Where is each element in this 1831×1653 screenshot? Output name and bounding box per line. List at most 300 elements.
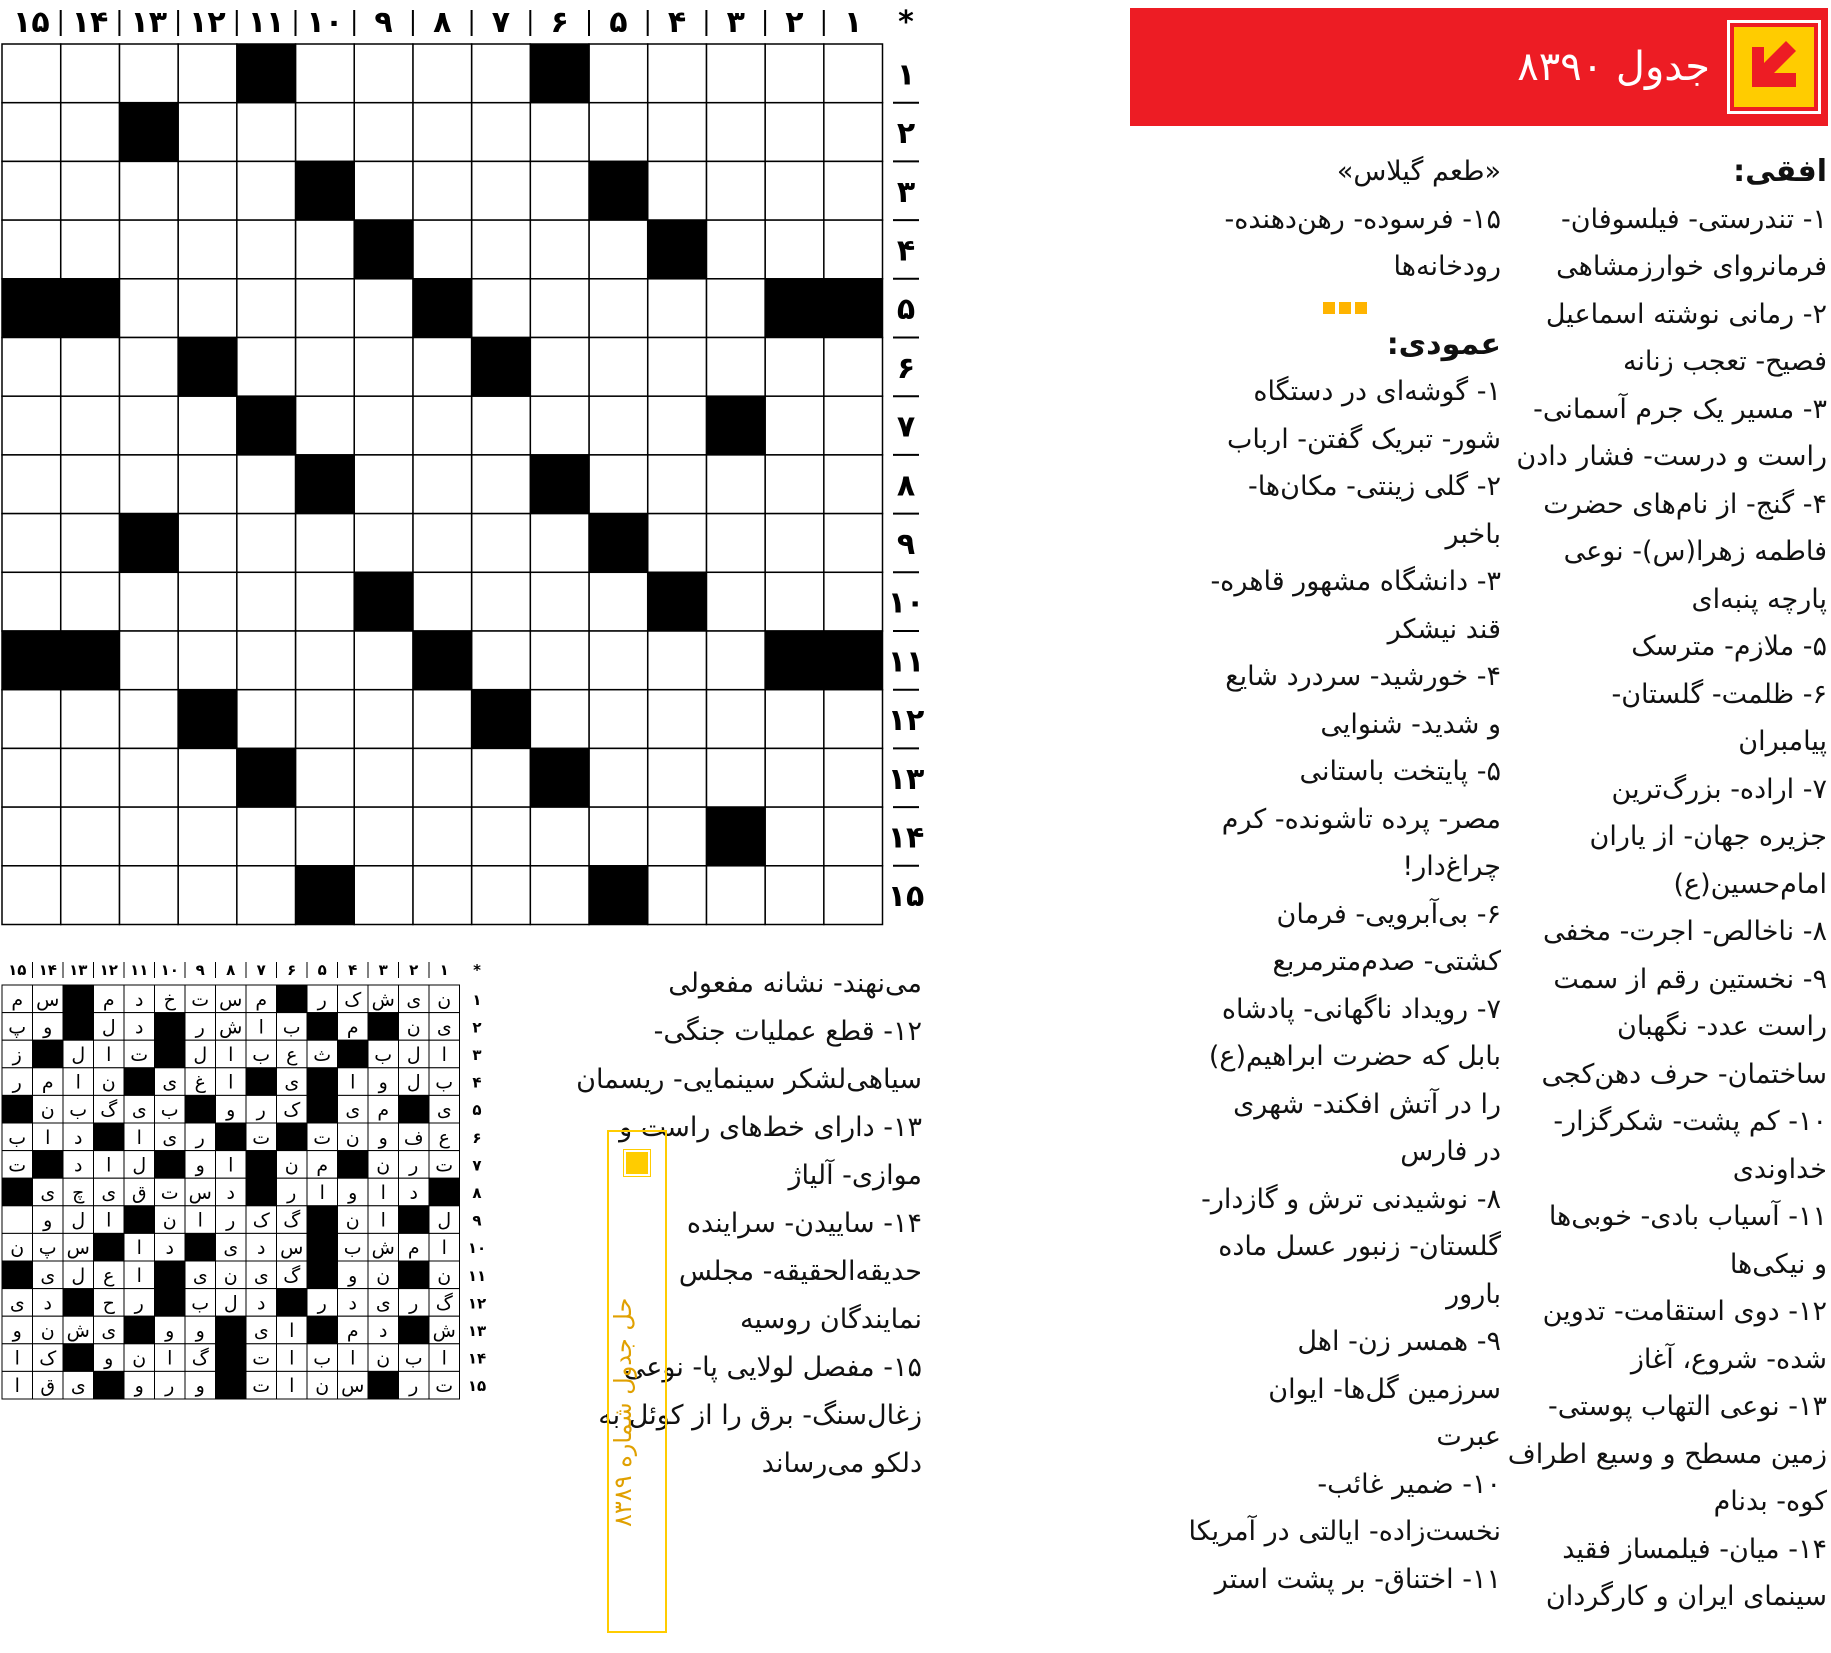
grid-cell[interactable] [61,338,120,397]
grid-cell[interactable] [61,44,120,103]
solution-column-number: ۳ [378,961,388,979]
row-number: ۱۳ [887,761,925,797]
grid-cell[interactable] [119,338,178,397]
grid-cell[interactable] [178,807,237,866]
grid-cell[interactable] [237,514,296,573]
solution-letter: د [348,1292,357,1315]
grid-cell[interactable] [530,103,589,162]
solution-letter: ا [136,1126,142,1149]
solution-letter: ی [436,1016,452,1039]
grid-cell[interactable] [119,690,178,749]
grid-cell[interactable] [824,396,883,455]
grid-cell[interactable] [824,161,883,220]
solution-letter: خ [163,988,176,1011]
solution-letter: د [135,988,144,1011]
grid-cell[interactable] [237,572,296,631]
solution-letter: س [280,1237,304,1260]
grid-cell[interactable] [61,572,120,631]
grid-cell[interactable] [413,220,472,279]
solution-black-cell [124,1068,155,1096]
grid-cell[interactable] [648,690,707,749]
across-clue-line: ۸- ناخالص- اجرت- مخفی [1542,916,1827,947]
grid-cell[interactable] [296,338,355,397]
grid-cell[interactable] [648,279,707,338]
grid-cell[interactable] [530,807,589,866]
grid-cell[interactable] [765,748,824,807]
grid-cell[interactable] [472,396,531,455]
grid-cell[interactable] [413,866,472,925]
grid-cell[interactable] [296,220,355,279]
grid-cell[interactable] [413,748,472,807]
grid-cell[interactable] [765,455,824,514]
grid-cell[interactable] [530,338,589,397]
solution-letter: ق [40,1375,56,1398]
column-number: ۱۵ [13,5,50,40]
column-number: ۸ [433,5,452,40]
grid-cell[interactable] [413,514,472,573]
clue-line: ۱۵- فرسوده- رهن‌دهنده- [1224,203,1501,235]
grid-cell[interactable] [530,279,589,338]
across-clue-line: ۹- نخستین رقم از سمت [1553,963,1827,995]
grid-cell[interactable] [648,748,707,807]
grid-cell[interactable] [237,866,296,925]
grid-cell[interactable] [61,866,120,925]
solution-letter: ی [345,1099,361,1122]
solution-letter: ق [131,1182,147,1204]
grid-cell[interactable] [354,44,413,103]
solution-letter: ی [101,1320,117,1342]
across-clue-line: امام‌حسین(ع) [1673,868,1827,900]
solution-column-number: ۴ [348,961,358,979]
grid-cell[interactable] [237,455,296,514]
grid-cell[interactable] [61,396,120,455]
grid-cell[interactable] [2,44,61,103]
grid-cell[interactable] [119,44,178,103]
black-cell [765,279,824,338]
grid-cell[interactable] [296,690,355,749]
grid-cell[interactable] [824,455,883,514]
solution-letter: س [219,988,243,1011]
grid-cell[interactable] [706,338,765,397]
grid-cell[interactable] [648,396,707,455]
grid-cell[interactable] [354,748,413,807]
grid-cell[interactable] [706,161,765,220]
grid-cell[interactable] [296,396,355,455]
grid-cell[interactable] [648,338,707,397]
grid-cell[interactable] [706,279,765,338]
grid-cell[interactable] [296,279,355,338]
grid-cell[interactable] [706,866,765,925]
grid-cell[interactable] [296,103,355,162]
solution-letter: ی [70,1375,86,1398]
black-cell [296,161,355,220]
grid-cell[interactable] [648,866,707,925]
grid-cell[interactable] [765,690,824,749]
solution-letter: ی [9,1292,25,1315]
solution-letter: ر [409,1292,419,1315]
grid-cell[interactable] [765,161,824,220]
solution-letter: و [43,1209,53,1232]
grid-cell[interactable] [530,631,589,690]
solution-letter: ث [313,1044,332,1066]
solution-letter: گ [283,1209,301,1232]
grid-cell[interactable] [119,807,178,866]
solution-letter: گ [435,1292,453,1315]
solution-letter: ی [40,1182,56,1204]
grid-cell[interactable] [765,44,824,103]
grid-cell[interactable] [824,866,883,925]
grid-cell[interactable] [413,690,472,749]
grid-cell[interactable] [61,514,120,573]
row-number: ۲ [896,116,916,152]
grid-cell[interactable] [765,103,824,162]
grid-cell[interactable] [472,103,531,162]
grid-cell[interactable] [296,44,355,103]
grid-cell[interactable] [413,807,472,866]
grid-cell[interactable] [237,690,296,749]
solution-letter: ا [350,1071,356,1094]
grid-cell[interactable] [648,161,707,220]
solution-black-cell [155,1151,186,1179]
grid-cell[interactable] [413,161,472,220]
grid-cell[interactable] [61,807,120,866]
grid-cell[interactable] [119,455,178,514]
down-clue-line: مصر- پرده تاشونده- کرم [1221,803,1501,835]
grid-cell[interactable] [61,161,120,220]
solution-letter: ر [195,1126,205,1149]
solution-black-cell [124,1316,155,1344]
grid-cell[interactable] [824,807,883,866]
grid-cell[interactable] [178,279,237,338]
grid-cell[interactable] [2,455,61,514]
grid-cell[interactable] [178,866,237,925]
solution-letter: ا [350,1347,356,1370]
grid-cell[interactable] [61,748,120,807]
grid-cell[interactable] [589,690,648,749]
black-cell [61,279,120,338]
solution-black-cell [246,1151,277,1179]
grid-cell[interactable] [413,44,472,103]
grid-cell[interactable] [237,338,296,397]
grid-cell[interactable] [706,103,765,162]
grid-cell[interactable] [824,220,883,279]
grid-cell[interactable] [472,748,531,807]
grid-cell[interactable] [296,514,355,573]
grid-cell[interactable] [765,396,824,455]
solution-black-cell [216,1123,247,1151]
grid-cell[interactable] [824,44,883,103]
grid-cell[interactable] [765,572,824,631]
grid-cell[interactable] [354,866,413,925]
grid-cell[interactable] [119,279,178,338]
clue-line: «طعم گیلاس» [1336,156,1501,187]
grid-cell[interactable] [530,572,589,631]
solution-letter: ن [315,1375,330,1398]
grid-cell[interactable] [237,220,296,279]
grid-cell[interactable] [824,572,883,631]
grid-cell[interactable] [648,807,707,866]
solution-black-cell [94,1233,125,1261]
solution-letter: ر [409,1375,419,1398]
grid-cell[interactable] [413,103,472,162]
grid-cell[interactable] [589,807,648,866]
solution-letter: ن [376,1347,391,1370]
grid-cell[interactable] [2,396,61,455]
grid-cell[interactable] [589,220,648,279]
grid-cell[interactable] [706,748,765,807]
grid-cell[interactable] [648,631,707,690]
grid-cell[interactable] [765,220,824,279]
grid-cell[interactable] [589,338,648,397]
grid-cell[interactable] [2,748,61,807]
grid-cell[interactable] [2,338,61,397]
grid-cell[interactable] [413,455,472,514]
grid-cell[interactable] [530,514,589,573]
grid-cell[interactable] [472,807,531,866]
grid-cell[interactable] [824,338,883,397]
grid-cell[interactable] [178,44,237,103]
grid-cell[interactable] [119,396,178,455]
grid-cell[interactable] [178,572,237,631]
solution-letter: ا [197,1209,203,1232]
grid-cell[interactable] [706,690,765,749]
grid-cell[interactable] [472,455,531,514]
across-clue-line: ۷- اراده- بزرگ‌ترین [1611,773,1827,805]
grid-cell[interactable] [2,161,61,220]
grid-cell[interactable] [296,631,355,690]
solution-letter: ر [317,1292,327,1315]
grid-cell[interactable] [2,514,61,573]
black-cell [824,279,883,338]
grid-cell[interactable] [237,279,296,338]
grid-cell[interactable] [354,161,413,220]
grid-cell[interactable] [706,631,765,690]
grid-cell[interactable] [296,748,355,807]
solution-letter: ب [191,1292,210,1315]
grid-cell[interactable] [2,807,61,866]
grid-cell[interactable] [354,103,413,162]
grid-cell[interactable] [237,161,296,220]
grid-cell[interactable] [472,866,531,925]
grid-cell[interactable] [824,748,883,807]
solution-letter: و [348,1264,358,1287]
grid-cell[interactable] [824,514,883,573]
grid-cell[interactable] [237,103,296,162]
down-clue-line: ۵- پایتخت باستانی [1299,756,1501,787]
grid-cell[interactable] [530,396,589,455]
black-cell [413,279,472,338]
solution-letter: د [257,1237,266,1260]
solution-black-cell [216,1316,247,1344]
row-number: ۴ [896,233,916,269]
solution-letter: ی [40,1264,56,1287]
down-clue-line: عبرت [1436,1421,1501,1452]
solution-letter: ا [380,1209,386,1232]
grid-cell[interactable] [354,807,413,866]
grid-cell[interactable] [2,866,61,925]
grid-cell[interactable] [530,220,589,279]
black-cell [2,631,61,690]
grid-cell[interactable] [61,220,120,279]
solution-letter: د [226,1182,235,1204]
grid-cell[interactable] [472,44,531,103]
grid-cell[interactable] [472,631,531,690]
across-clue-line: فصیح- تعجب زنانه [1622,346,1827,377]
grid-cell[interactable] [119,572,178,631]
across-clue-line: ۱- تندرستی- فیلسوفان- [1560,203,1827,235]
grid-cell[interactable] [296,807,355,866]
grid-cell[interactable] [472,161,531,220]
grid-cell[interactable] [354,631,413,690]
grid-cell[interactable] [413,338,472,397]
solution-letter: ا [106,1154,112,1177]
solution-letter: ن [376,1154,391,1177]
grid-cell[interactable] [765,866,824,925]
solution-black-cell [94,1123,125,1151]
solution-black-cell [307,1013,338,1041]
grid-cell[interactable] [589,455,648,514]
grid-cell[interactable] [648,455,707,514]
grid-cell[interactable] [354,396,413,455]
solution-letter: ت [435,1154,454,1177]
grid-cell[interactable] [178,514,237,573]
grid-cell[interactable] [354,455,413,514]
grid-cell[interactable] [178,396,237,455]
grid-cell[interactable] [119,161,178,220]
grid-cell[interactable] [61,455,120,514]
grid-cell[interactable] [472,279,531,338]
solution-letter: ن [40,1320,55,1342]
solution-letter: ی [436,1099,452,1122]
solution-letter: د [257,1292,266,1315]
solution-black-cell [399,1316,430,1344]
puzzle-header-banner [1130,8,1828,126]
grid-cell[interactable] [530,161,589,220]
solution-letter: ر [409,1154,419,1177]
grid-cell[interactable] [472,514,531,573]
grid-cell[interactable] [119,631,178,690]
grid-cell[interactable] [706,44,765,103]
solution-row-number: ۲ [472,1018,482,1037]
grid-cell[interactable] [589,572,648,631]
grid-cell[interactable] [589,279,648,338]
grid-cell[interactable] [824,103,883,162]
solution-letter: م [346,1016,359,1039]
grid-cell[interactable] [2,572,61,631]
solution-letter: گ [191,1347,209,1370]
solution-row-number: ۴ [472,1073,482,1092]
grid-cell[interactable] [706,572,765,631]
grid-cell[interactable] [589,396,648,455]
across-clue-line: ۲- رمانی نوشته اسماعیل [1545,298,1827,330]
grid-cell[interactable] [61,103,120,162]
grid-cell[interactable] [706,514,765,573]
solution-row-number: ۱۱ [467,1266,487,1285]
grid-cell[interactable] [706,220,765,279]
grid-cell[interactable] [765,807,824,866]
grid-cell[interactable] [237,807,296,866]
grid-cell[interactable] [61,690,120,749]
grid-cell[interactable] [296,572,355,631]
down-clue-line: کشتی- صدم‌متر‌مربع [1272,946,1501,977]
grid-cell[interactable] [119,220,178,279]
puzzle-title: جدول ۸۳۹۰ [1517,44,1710,90]
solution-black-cell [216,1344,247,1372]
grid-cell[interactable] [354,690,413,749]
solution-letter: ل [406,1044,421,1066]
grid-cell[interactable] [119,748,178,807]
solution-letter: ا [289,1320,295,1342]
solution-letter: ی [223,1237,239,1260]
grid-cell[interactable] [178,103,237,162]
black-cell [706,396,765,455]
column-number: ۱۲ [189,5,226,40]
grid-cell[interactable] [237,631,296,690]
solution-letter: گ [283,1264,301,1287]
solution-letter: ا [136,1237,142,1260]
grid-cell[interactable] [178,631,237,690]
grid-cell[interactable] [178,748,237,807]
solution-letter: د [379,1320,388,1342]
solution-letter: ت [252,1347,271,1370]
grid-cell[interactable] [589,748,648,807]
grid-cell[interactable] [178,161,237,220]
grid-cell[interactable] [2,220,61,279]
grid-cell[interactable] [589,44,648,103]
solution-column-number: ۱ [439,961,449,979]
solution-letter: ت [160,1182,179,1204]
grid-cell[interactable] [589,103,648,162]
grid-cell[interactable] [178,455,237,514]
solution-letter: ت [252,1126,271,1149]
grid-cell[interactable] [648,44,707,103]
grid-cell[interactable] [354,514,413,573]
grid-cell[interactable] [765,338,824,397]
black-cell [648,572,707,631]
grid-cell[interactable] [413,396,472,455]
grid-cell[interactable] [2,690,61,749]
grid-cell[interactable] [589,631,648,690]
solution-letter: ا [319,1182,325,1204]
solution-letter: ش [219,1016,243,1039]
solution-black-cell [2,1261,33,1289]
solution-letter: ا [289,1375,295,1398]
down-clue-line: زغال‌سنگ- برق را از کوئل به [598,1400,922,1431]
solution-letter: ر [195,1016,205,1039]
grid-cell[interactable] [413,572,472,631]
black-cell [706,807,765,866]
solution-letter: ب [435,1071,454,1094]
grid-cell[interactable] [648,103,707,162]
black-cell [2,279,61,338]
grid-cell[interactable] [706,455,765,514]
grid-cell[interactable] [530,866,589,925]
grid-cell[interactable] [472,220,531,279]
grid-cell[interactable] [354,279,413,338]
solution-letter: ل [193,1044,208,1066]
grid-cell[interactable] [178,220,237,279]
grid-cell[interactable] [354,338,413,397]
grid-cell[interactable] [765,514,824,573]
grid-cell[interactable] [119,866,178,925]
grid-cell[interactable] [472,572,531,631]
grid-cell[interactable] [530,690,589,749]
grid-cell[interactable] [2,103,61,162]
grid-cell[interactable] [648,514,707,573]
black-cell [296,455,355,514]
solution-letter: م [377,1099,390,1122]
grid-cell[interactable] [824,690,883,749]
